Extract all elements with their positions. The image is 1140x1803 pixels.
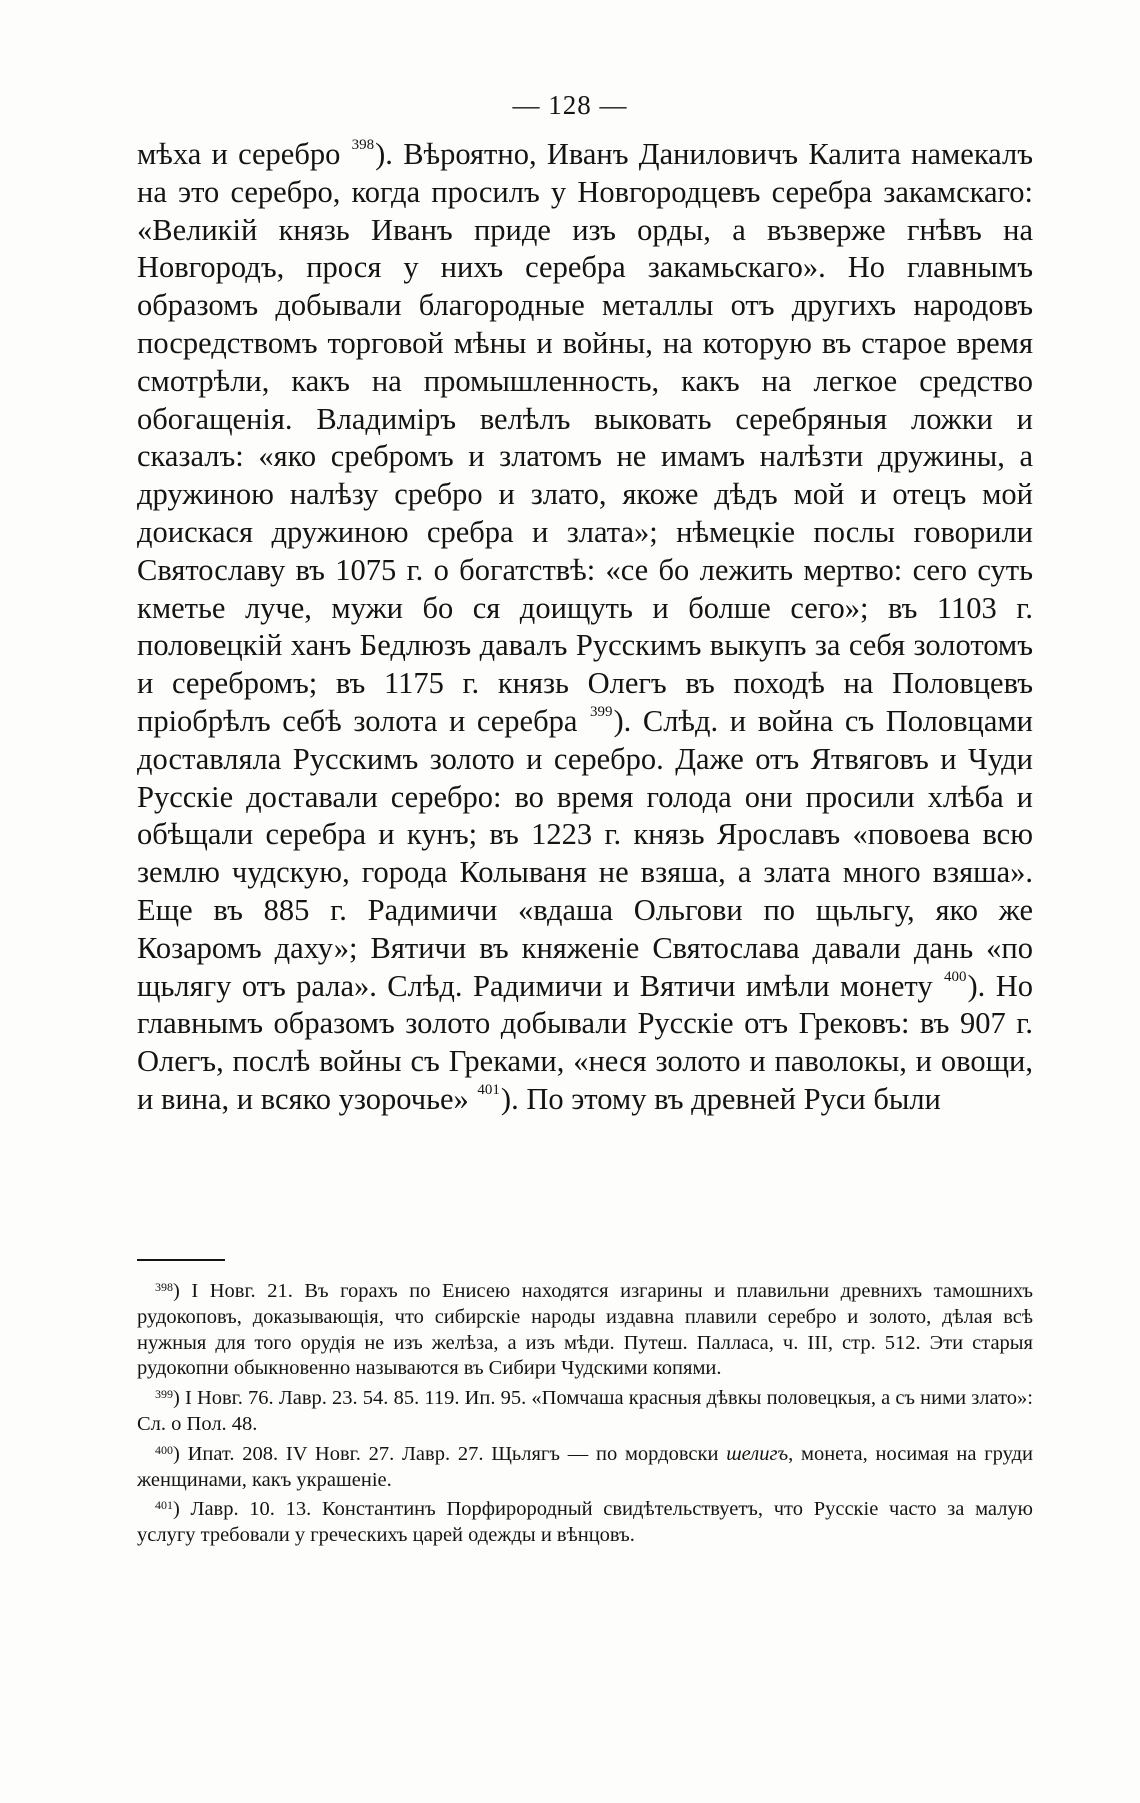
main-text-part-2: ). Вѣроятно, Иванъ Даниловичъ Калита намекалъ на это серебро, когда просилъ у Новгородцевъ серебра закамскаго: «Великій князь Иванъ приде изъ орды, а възверже гнѣвъ на Новгородъ, прося у нихъ серебра закамьскаго». Но главнымъ образомъ добывали благородные металлы отъ другихъ народовъ посредствомъ торговой мѣны и войны, на которую въ старое время смотрѣли, какъ на промышленность, какъ на легкое средство обогащенія. Владиміръ велѣлъ выковать серебряныя ложки и сказалъ: «яко сребромъ и златомъ не имамъ налѣзти дружины, а дружиною налѣзу сребро и злато, якоже дѣдъ мой и отецъ мой доискася дружиною сребра и злата»; нѣмецкіе послы говорили Святославу въ 1075 г. о богатствѣ: «се бо лежить мертво: сего суть кметье луче, мужи бо ся доищуть и болше сего»; въ 1103 г. половецкій ханъ Бедлюзъ давалъ Русскимъ выкупъ за себя золотомъ и серебромъ; въ 1175 г. князь Олегъ въ походѣ на Половцевъ пріобрѣлъ себѣ золота и серебра xyxy=(137,137,1033,738)
footnote-italic-word: шелигъ xyxy=(726,1442,789,1465)
footnote-text: ) I Новг. 76. Лавр. 23. 54. 85. 119. Ип. 95. «Помчаша красныя дѣвкы половецкыя, а съ ними злато»: Сл. о Пол. 48. xyxy=(137,1387,1033,1435)
main-text-part-4: ). Но главнымъ образомъ золото добывали Русскіе отъ Грековъ: въ 907 г. Олегъ, послѣ войны съ Греками, «неся золото и паволокы, и овощи, и вина, и всяко узорочье» xyxy=(137,968,1033,1116)
footnote-mark: 401 xyxy=(155,1498,173,1513)
main-text-part-5: ). По этому въ древней Руси были xyxy=(500,1081,941,1116)
footnote-divider xyxy=(137,1259,225,1261)
footnote-ref-399: 399 xyxy=(590,703,613,720)
footnote-398 xyxy=(137,1279,1033,1382)
footnotes xyxy=(137,1279,1033,1553)
footnote-text: ) Ипат. 208. IV Новг. 27. Лавр. 27. Щьлягъ — по мордовски xyxy=(173,1442,727,1465)
page-number: — 128 — xyxy=(512,90,628,120)
footnote-text: ) Лавр. 10. 13. Константинъ Порфирородный свидѣтельствуетъ, что Русскіе часто за малую услугу требовали у греческихъ царей одежды и вѣнцовъ. xyxy=(137,1498,1033,1547)
footnote-mark: 398 xyxy=(155,1280,173,1294)
footnote-mark: 399 xyxy=(155,1387,173,1402)
main-text xyxy=(137,136,1033,1119)
main-text-part-3: ). Слѣд. и война съ Половцами доставляла Русскимъ золото и серебро. Даже отъ Ятвяговъ и Чуди Русскіе доставали серебро: во время голода они просили хлѣба и обѣщали серебра и кунъ; въ 1223 г. князь Ярославъ «повоева всю землю чудскую, города Колываня не взяша, а злата много взяша». Еще въ 885 г. Радимичи «вдаша Ольгови по щьльгу, яко же Козаромъ даху»; Вятичи въ княженіе Святослава давали дань «по щьлягу отъ рала». Слѣд. Радимичи и Вятичи имѣли монету xyxy=(137,703,1033,1003)
main-text-part-1: мѣха и серебро xyxy=(137,137,351,171)
main-paragraph xyxy=(137,136,1033,1119)
footnote-ref-400: 400 xyxy=(944,968,967,985)
footnote-text-after: , монета, носимая на груди женщинами, какъ украшеніе. xyxy=(137,1442,1033,1491)
footnote-text: ) I Новг. 21. Въ горахъ по Енисею находятся изгарины и плавильни древнихъ тамошнихъ рудокоповъ, доказывающія, что сибирскіе народы издавна плавили серебро и золото, дѣлая всѣ нужныя для того орудія не изъ желѣза, а изъ мѣди. Путеш. Палласа, ч. III, стр. 512. Эти старыя рудокопни обыкновенно называются въ Сибири Чудскими копями. xyxy=(137,1280,1033,1380)
footnote-399 xyxy=(137,1386,1033,1438)
footnote-401 xyxy=(137,1497,1033,1549)
footnote-ref-398: 398 xyxy=(351,137,375,153)
footnote-400 xyxy=(137,1442,1033,1494)
footnote-mark: 400 xyxy=(155,1442,173,1457)
footnote-ref-401: 401 xyxy=(477,1081,500,1098)
